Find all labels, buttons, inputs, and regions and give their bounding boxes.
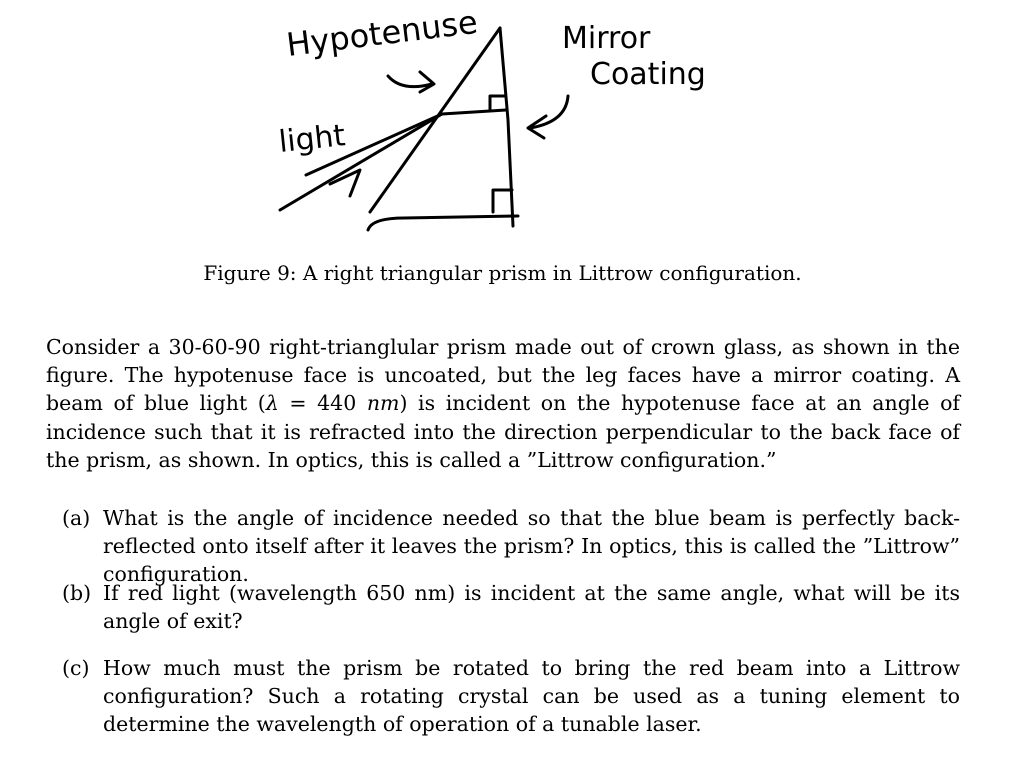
paragraph-equals: = 440 <box>278 391 367 416</box>
right-angle-mark-bottom <box>493 190 512 212</box>
paragraph-part1: Consider a 30-60-90 right-trianglular prism made out of crown glass, as shown in the figure. The hypotenuse face is uncoated, but the leg faces have a mirror coating. A beam of blue light ( <box>46 335 960 416</box>
problem-paragraph <box>46 333 960 474</box>
lambda-symbol: λ <box>265 391 279 416</box>
prism-diagram <box>0 0 1024 240</box>
light-arrow-icon <box>330 170 360 196</box>
unit-nm: nm <box>366 391 400 416</box>
hypotenuse-arrow-icon <box>388 72 434 92</box>
prism-figure <box>0 0 1024 240</box>
refracted-beam <box>442 110 506 114</box>
paragraph-part2: ) is incident on the hypotenuse face at an angle of incidence such that it is refracted into the direction perpendicular to the back face of the prism, as shown. In optics, this is called a ”Littrow configuration.” <box>46 391 960 472</box>
light-label: light <box>277 118 347 160</box>
question-b <box>62 579 960 635</box>
mirror-arrow-icon <box>528 96 568 138</box>
coating-label: Coating <box>590 57 706 92</box>
hypotenuse-line <box>370 28 500 212</box>
back-face-line <box>500 28 513 226</box>
mirror-label: Mirror <box>562 21 651 56</box>
question-c <box>62 654 960 739</box>
question-text: If red light (wavelength 650 nm) is incident at the same angle, what will be its angle of exit? <box>103 581 960 634</box>
right-angle-mark-top <box>490 96 504 110</box>
hypotenuse-label: Hypotenuse <box>284 2 480 64</box>
question-text: What is the angle of incidence needed so that the blue beam is perfectly back-reflected onto itself after it leaves the prism? In optics, this is called the ”Littrow” configuration. <box>103 506 960 587</box>
figure-caption: Figure 9: A right triangular prism in Littrow configuration. <box>203 261 802 285</box>
question-label: (c) <box>62 656 90 680</box>
question-label: (b) <box>62 581 92 605</box>
base-line <box>368 216 518 230</box>
question-text: How much must the prism be rotated to bring the red beam into a Littrow configuration? Such a rotating crystal can be used as a tuning element to determine the wavelength of operation of a tunable laser. <box>103 656 960 737</box>
question-a <box>62 504 960 589</box>
question-label: (a) <box>62 506 91 530</box>
